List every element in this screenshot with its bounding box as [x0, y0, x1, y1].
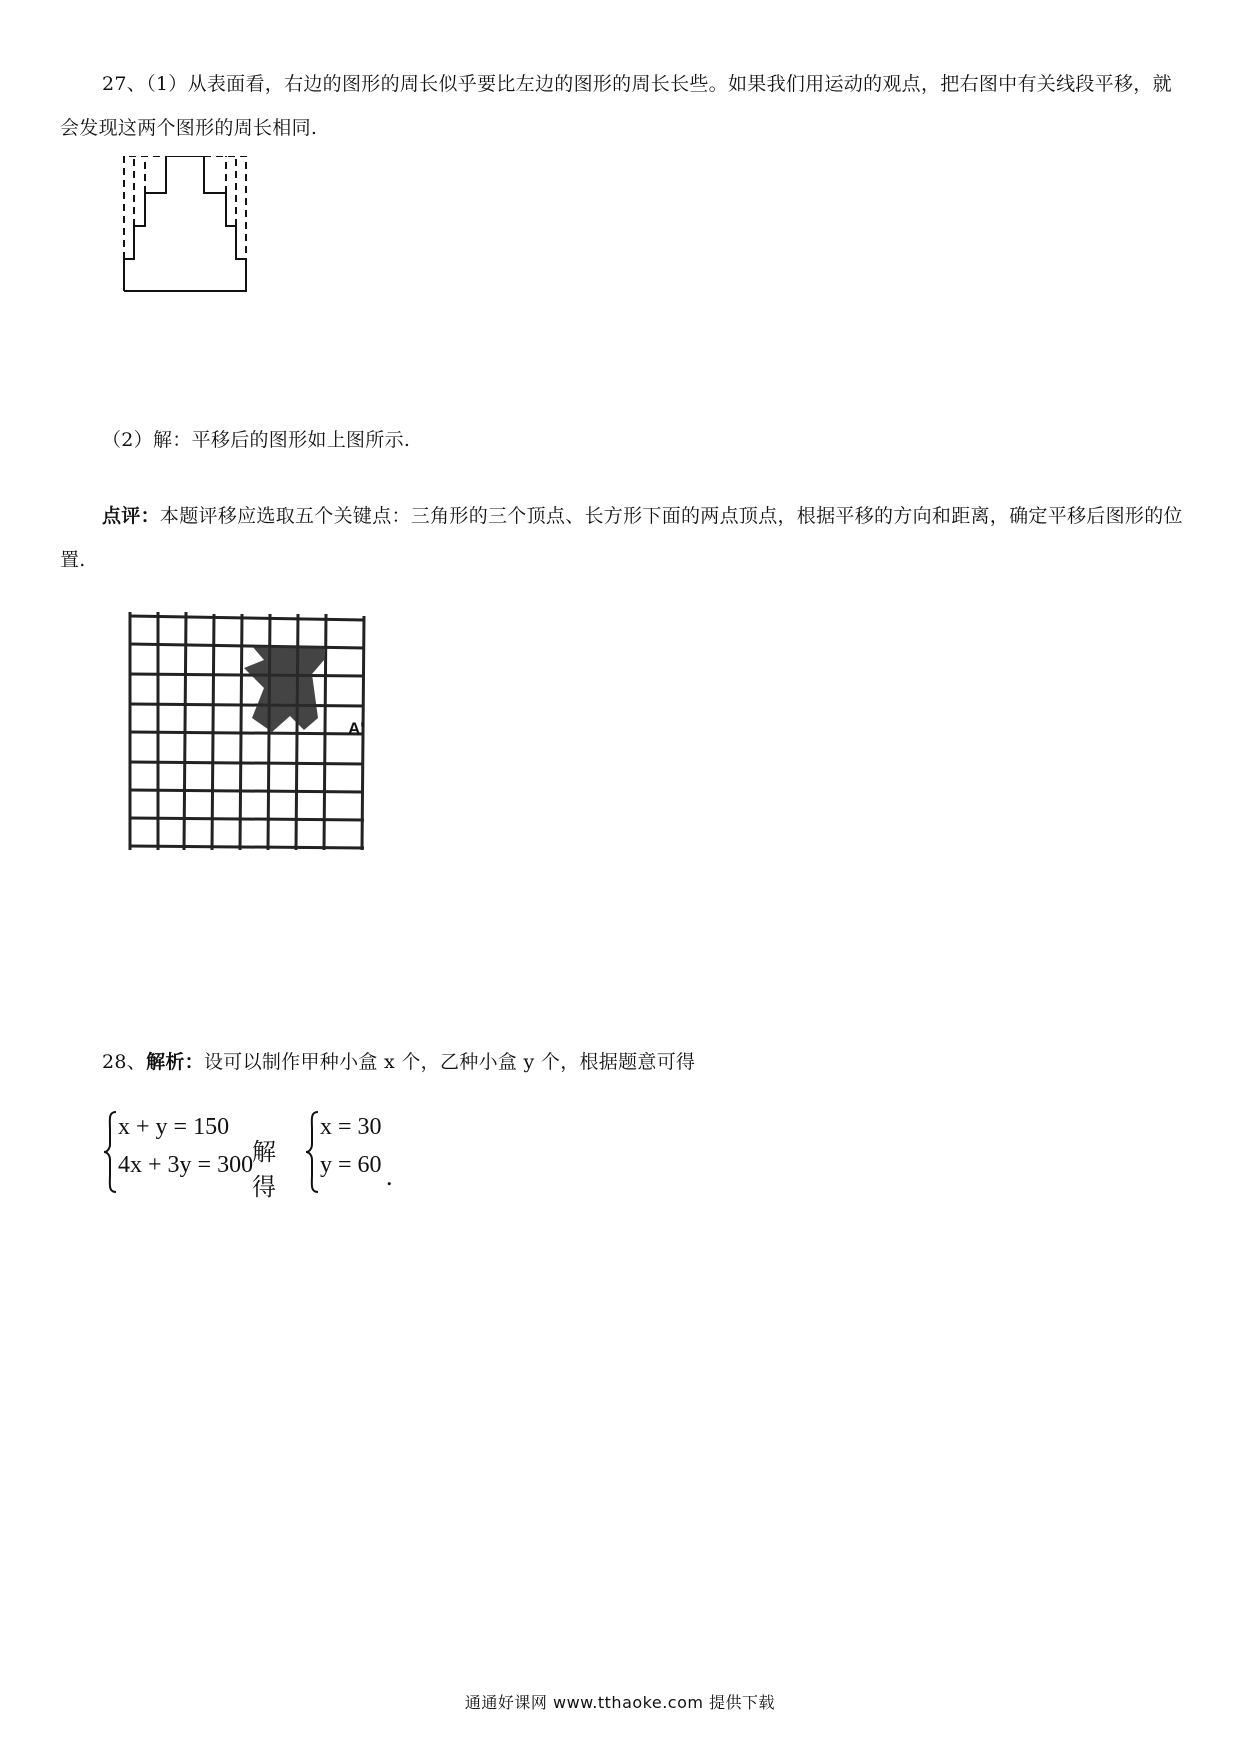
right-system-brace-icon: [304, 1110, 320, 1194]
question-27-part-1: 27、（1）从表面看，右边的图形的周长似乎要比左边的图形的周长长些。如果我们用运动的观点，把右图中有关线段平移，就会发现这两个图形的周长相同.: [60, 73, 1172, 139]
solution-2: y = 60: [320, 1152, 382, 1178]
translation-grid-figure: [124, 612, 374, 852]
translated-shaded-shape: [244, 646, 324, 732]
equation-1: x + y = 150: [118, 1114, 230, 1140]
left-brace-icon: [102, 1110, 118, 1194]
question-28: [102, 1040, 1182, 1084]
page-footer: 通通好课网 www.tthaoke.com 提供下载: [464, 1693, 776, 1712]
ending-period: .: [386, 1162, 393, 1191]
grid-lines: [130, 612, 364, 850]
question-27-part-2: （2）解：平移后的图形如上图所示.: [102, 429, 411, 451]
equation-2: 4x + 3y = 300: [118, 1152, 254, 1178]
solve-word: 解得: [252, 1138, 276, 1201]
point-a-prime-label: A': [348, 719, 365, 738]
question-28-number: 28、: [102, 1051, 147, 1073]
stair-shape-figure: [118, 156, 268, 296]
comment-label: 点评：: [102, 505, 160, 527]
solution-1: x = 30: [320, 1114, 382, 1140]
stair-solid-outline: [124, 156, 246, 291]
stair-dashed-translated-lines: [124, 156, 246, 259]
question-28-label: 解析：: [146, 1051, 204, 1073]
question-28-text: 设可以制作甲种小盒 x 个，乙种小盒 y 个，根据题意可得: [203, 1051, 696, 1073]
comment-text: 本题评移应选取五个关键点：三角形的三个顶点、长方形下面的两点顶点，根据平移的方向和距离，确定平移后图形的位置.: [60, 505, 1183, 571]
question-27-comment: [60, 494, 1185, 582]
